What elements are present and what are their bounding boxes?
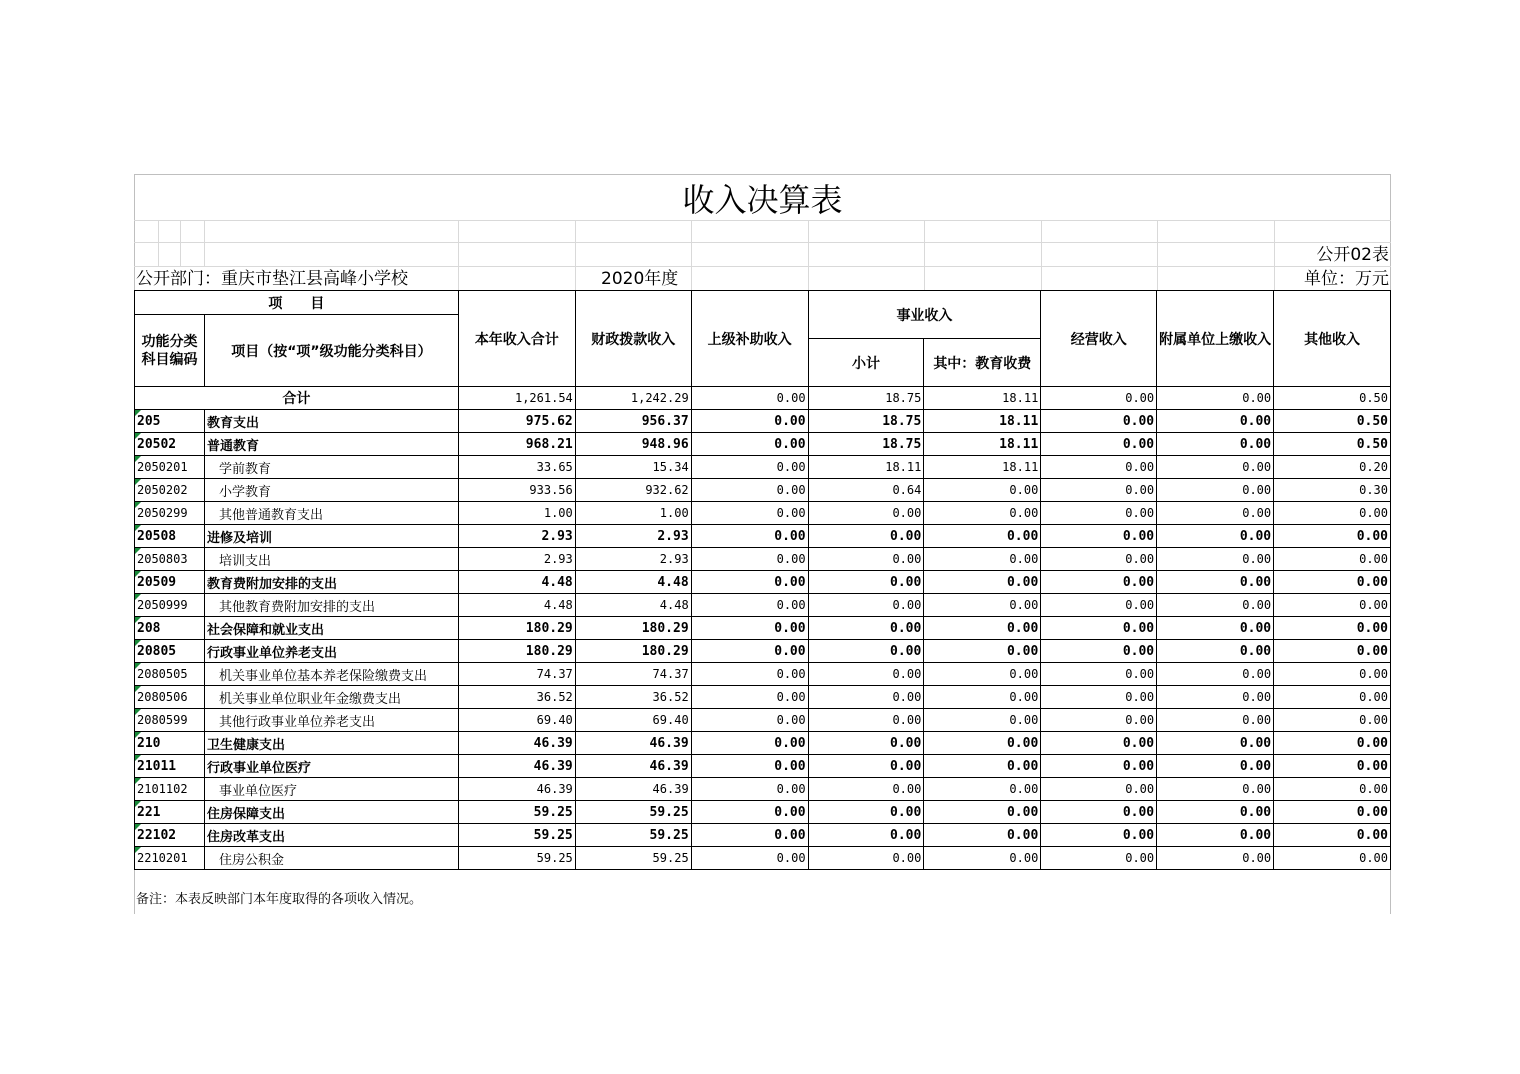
row-code: 20502 <box>135 433 205 456</box>
table-row <box>135 594 1391 617</box>
row-value: 0.00 <box>924 778 1041 801</box>
row-name: 卫生健康支出 <box>204 732 458 755</box>
row-code: 2210201 <box>135 847 205 870</box>
row-value: 0.00 <box>691 640 808 663</box>
row-value: 18.75 <box>808 433 924 456</box>
table-row <box>135 640 1391 663</box>
row-value: 0.00 <box>1041 571 1157 594</box>
header-business-group: 事业收入 <box>808 291 1041 339</box>
row-value: 0.00 <box>691 548 808 571</box>
row-value: 0.00 <box>1157 640 1274 663</box>
row-value: 0.00 <box>1274 663 1391 686</box>
table-row <box>135 433 1391 456</box>
table-row <box>135 778 1391 801</box>
row-value: 0.00 <box>1157 801 1274 824</box>
row-value: 0.00 <box>1274 709 1391 732</box>
row-value: 0.00 <box>1157 709 1274 732</box>
row-code: 2050202 <box>135 479 205 502</box>
total-cell: 18.75 <box>808 387 924 410</box>
row-value: 0.00 <box>808 801 924 824</box>
row-value: 0.00 <box>924 801 1041 824</box>
row-value: 0.00 <box>1041 479 1157 502</box>
row-value: 0.00 <box>924 709 1041 732</box>
total-cell: 0.00 <box>691 387 808 410</box>
row-value: 933.56 <box>458 479 575 502</box>
row-value: 0.00 <box>808 525 924 548</box>
header-project-group: 项 目 <box>135 291 459 315</box>
row-value: 948.96 <box>575 433 691 456</box>
row-name: 住房公积金 <box>204 847 458 870</box>
row-value: 74.37 <box>575 663 691 686</box>
row-value: 59.25 <box>458 847 575 870</box>
row-value: 0.00 <box>808 686 924 709</box>
row-value: 0.00 <box>691 525 808 548</box>
row-value: 0.00 <box>1274 640 1391 663</box>
row-value: 36.52 <box>458 686 575 709</box>
row-code: 2080599 <box>135 709 205 732</box>
total-cell: 1,242.29 <box>575 387 691 410</box>
row-value: 180.29 <box>458 640 575 663</box>
row-value: 0.00 <box>1274 686 1391 709</box>
row-value: 1.00 <box>575 502 691 525</box>
row-value: 59.25 <box>575 801 691 824</box>
row-code: 20509 <box>135 571 205 594</box>
row-value: 0.00 <box>1157 847 1274 870</box>
table-row <box>135 548 1391 571</box>
row-value: 46.39 <box>575 778 691 801</box>
row-value: 0.00 <box>1157 594 1274 617</box>
row-name: 机关事业单位职业年金缴费支出 <box>204 686 458 709</box>
row-value: 0.00 <box>691 410 808 433</box>
row-value: 18.11 <box>808 456 924 479</box>
row-name: 住房保障支出 <box>204 801 458 824</box>
row-value: 0.00 <box>1157 732 1274 755</box>
header-education-fee: 其中：教育收费 <box>924 339 1041 387</box>
table-row <box>135 686 1391 709</box>
row-value: 0.64 <box>808 479 924 502</box>
row-value: 46.39 <box>575 732 691 755</box>
row-code: 22102 <box>135 824 205 847</box>
row-value: 0.00 <box>691 801 808 824</box>
row-value: 0.00 <box>691 502 808 525</box>
row-value: 0.00 <box>1157 755 1274 778</box>
total-cell: 18.11 <box>924 387 1041 410</box>
row-name: 学前教育 <box>204 456 458 479</box>
row-value: 0.00 <box>1041 617 1157 640</box>
row-value: 0.00 <box>924 502 1041 525</box>
row-value: 0.00 <box>1274 755 1391 778</box>
row-value: 0.00 <box>1157 433 1274 456</box>
row-value: 0.00 <box>924 824 1041 847</box>
table-row <box>135 755 1391 778</box>
row-value: 0.00 <box>1041 594 1157 617</box>
row-value: 0.50 <box>1274 410 1391 433</box>
row-value: 0.00 <box>1274 548 1391 571</box>
table-row <box>135 847 1391 870</box>
row-value: 0.00 <box>1041 824 1157 847</box>
row-value: 0.00 <box>691 571 808 594</box>
row-value: 0.00 <box>1157 663 1274 686</box>
row-value: 0.00 <box>1041 663 1157 686</box>
row-value: 4.48 <box>458 571 575 594</box>
row-value: 0.00 <box>924 479 1041 502</box>
spreadsheet-sheet <box>134 174 1391 914</box>
row-value: 0.00 <box>1157 479 1274 502</box>
row-value: 0.00 <box>1274 525 1391 548</box>
row-name: 事业单位医疗 <box>204 778 458 801</box>
row-value: 0.00 <box>691 479 808 502</box>
header-total: 本年收入合计 <box>458 291 575 387</box>
row-code: 205 <box>135 410 205 433</box>
page-title: 收入决算表 <box>682 181 843 219</box>
row-value: 0.00 <box>691 686 808 709</box>
row-name: 教育费附加安排的支出 <box>204 571 458 594</box>
row-value: 180.29 <box>575 640 691 663</box>
department-label: 公开部门：重庆市垫江县高峰小学校 <box>136 269 408 289</box>
row-name: 其他行政事业单位养老支出 <box>204 709 458 732</box>
row-value: 968.21 <box>458 433 575 456</box>
header-name: 项目（按“项”级功能分类科目） <box>204 315 458 387</box>
row-value: 0.00 <box>691 456 808 479</box>
row-value: 2.93 <box>575 548 691 571</box>
row-value: 0.00 <box>808 548 924 571</box>
row-value: 0.00 <box>1274 824 1391 847</box>
row-value: 0.00 <box>1274 594 1391 617</box>
row-value: 0.00 <box>924 617 1041 640</box>
row-value: 0.00 <box>808 617 924 640</box>
table-number: 公开02表 <box>1316 245 1389 265</box>
row-value: 0.00 <box>1041 433 1157 456</box>
header-other: 其他收入 <box>1274 291 1391 387</box>
row-value: 180.29 <box>458 617 575 640</box>
row-value: 15.34 <box>575 456 691 479</box>
table-row <box>135 502 1391 525</box>
row-code: 2050803 <box>135 548 205 571</box>
row-value: 0.30 <box>1274 479 1391 502</box>
row-value: 2.93 <box>575 525 691 548</box>
row-name: 社会保障和就业支出 <box>204 617 458 640</box>
row-value: 0.00 <box>1274 801 1391 824</box>
row-value: 59.25 <box>458 801 575 824</box>
row-value: 932.62 <box>575 479 691 502</box>
row-value: 0.00 <box>924 525 1041 548</box>
row-value: 4.48 <box>575 571 691 594</box>
row-name: 培训支出 <box>204 548 458 571</box>
row-value: 0.50 <box>1274 433 1391 456</box>
row-value: 4.48 <box>458 594 575 617</box>
row-value: 0.00 <box>1274 617 1391 640</box>
table-row <box>135 410 1391 433</box>
row-value: 46.39 <box>458 778 575 801</box>
row-code: 2080505 <box>135 663 205 686</box>
footnote: 备注：本表反映部门本年度取得的各项收入情况。 <box>136 892 423 907</box>
row-value: 74.37 <box>458 663 575 686</box>
row-value: 0.00 <box>691 824 808 847</box>
row-value: 0.00 <box>808 594 924 617</box>
row-value: 4.48 <box>575 594 691 617</box>
header-subtotal: 小计 <box>808 339 924 387</box>
row-value: 0.00 <box>1157 548 1274 571</box>
row-value: 0.00 <box>808 732 924 755</box>
row-code: 221 <box>135 801 205 824</box>
row-value: 0.00 <box>691 617 808 640</box>
row-value: 0.00 <box>924 686 1041 709</box>
row-value: 0.00 <box>924 663 1041 686</box>
row-value: 0.00 <box>808 755 924 778</box>
row-value: 36.52 <box>575 686 691 709</box>
row-value: 0.00 <box>1041 686 1157 709</box>
row-name: 其他教育费附加安排的支出 <box>204 594 458 617</box>
row-value: 0.00 <box>808 640 924 663</box>
row-code: 2101102 <box>135 778 205 801</box>
row-value: 0.00 <box>691 732 808 755</box>
row-name: 其他普通教育支出 <box>204 502 458 525</box>
table-row <box>135 479 1391 502</box>
row-code: 20508 <box>135 525 205 548</box>
table-row <box>135 663 1391 686</box>
row-code: 21011 <box>135 755 205 778</box>
row-value: 0.00 <box>1157 502 1274 525</box>
row-value: 0.00 <box>1041 847 1157 870</box>
row-name: 进修及培训 <box>204 525 458 548</box>
row-value: 2.93 <box>458 525 575 548</box>
table-row <box>135 732 1391 755</box>
table-row <box>135 617 1391 640</box>
row-value: 0.00 <box>1157 525 1274 548</box>
row-value: 0.00 <box>924 640 1041 663</box>
row-value: 0.00 <box>924 571 1041 594</box>
row-value: 0.00 <box>1157 410 1274 433</box>
row-value: 0.00 <box>691 594 808 617</box>
row-value: 0.00 <box>808 571 924 594</box>
row-value: 0.00 <box>691 433 808 456</box>
row-value: 0.00 <box>691 755 808 778</box>
row-value: 0.00 <box>1041 410 1157 433</box>
row-value: 0.00 <box>808 778 924 801</box>
row-value: 0.00 <box>1157 824 1274 847</box>
row-value: 0.00 <box>1157 778 1274 801</box>
row-value: 0.00 <box>1157 456 1274 479</box>
header-operating: 经营收入 <box>1041 291 1157 387</box>
row-value: 0.00 <box>1274 847 1391 870</box>
row-value: 0.20 <box>1274 456 1391 479</box>
row-name: 普通教育 <box>204 433 458 456</box>
row-value: 0.00 <box>1041 548 1157 571</box>
row-code: 2080506 <box>135 686 205 709</box>
row-value: 0.00 <box>808 847 924 870</box>
row-name: 行政事业单位医疗 <box>204 755 458 778</box>
fiscal-year: 2020年度 <box>601 269 679 289</box>
row-code: 2050201 <box>135 456 205 479</box>
row-value: 0.00 <box>1041 709 1157 732</box>
row-value: 0.00 <box>808 709 924 732</box>
row-value: 0.00 <box>924 732 1041 755</box>
row-value: 0.00 <box>1041 502 1157 525</box>
row-value: 33.65 <box>458 456 575 479</box>
row-value: 0.00 <box>1274 778 1391 801</box>
table-row <box>135 456 1391 479</box>
row-value: 0.00 <box>1157 571 1274 594</box>
row-value: 18.11 <box>924 433 1041 456</box>
row-value: 0.00 <box>1041 456 1157 479</box>
row-code: 208 <box>135 617 205 640</box>
row-value: 69.40 <box>458 709 575 732</box>
row-value: 0.00 <box>924 755 1041 778</box>
total-cell: 0.50 <box>1274 387 1391 410</box>
row-value: 0.00 <box>924 847 1041 870</box>
row-name: 教育支出 <box>204 410 458 433</box>
row-value: 46.39 <box>458 755 575 778</box>
row-value: 59.25 <box>458 824 575 847</box>
row-value: 18.75 <box>808 410 924 433</box>
total-label: 合计 <box>135 387 459 410</box>
row-value: 0.00 <box>691 847 808 870</box>
row-value: 0.00 <box>1041 778 1157 801</box>
row-code: 20805 <box>135 640 205 663</box>
row-value: 59.25 <box>575 847 691 870</box>
row-value: 0.00 <box>1041 732 1157 755</box>
row-value: 0.00 <box>924 594 1041 617</box>
row-value: 0.00 <box>691 709 808 732</box>
table-row <box>135 571 1391 594</box>
row-value: 956.37 <box>575 410 691 433</box>
header-fiscal: 财政拨款收入 <box>575 291 691 387</box>
row-name: 小学教育 <box>204 479 458 502</box>
total-cell: 0.00 <box>1157 387 1274 410</box>
row-value: 975.62 <box>458 410 575 433</box>
row-value: 2.93 <box>458 548 575 571</box>
row-value: 180.29 <box>575 617 691 640</box>
row-value: 0.00 <box>924 548 1041 571</box>
row-value: 1.00 <box>458 502 575 525</box>
row-value: 0.00 <box>691 778 808 801</box>
row-code: 2050299 <box>135 502 205 525</box>
row-value: 0.00 <box>1041 755 1157 778</box>
total-cell: 0.00 <box>1041 387 1157 410</box>
table-row <box>135 525 1391 548</box>
row-value: 46.39 <box>458 732 575 755</box>
header-affiliated: 附属单位上缴收入 <box>1157 291 1274 387</box>
row-value: 0.00 <box>1274 732 1391 755</box>
row-value: 0.00 <box>1041 640 1157 663</box>
row-value: 0.00 <box>1274 502 1391 525</box>
row-value: 18.11 <box>924 410 1041 433</box>
row-value: 0.00 <box>1157 617 1274 640</box>
header-superior: 上级补助收入 <box>691 291 808 387</box>
row-value: 0.00 <box>691 663 808 686</box>
total-cell: 1,261.54 <box>458 387 575 410</box>
total-row <box>135 387 1391 410</box>
row-code: 2050999 <box>135 594 205 617</box>
row-value: 59.25 <box>575 824 691 847</box>
table-row <box>135 801 1391 824</box>
row-value: 0.00 <box>808 824 924 847</box>
row-value: 0.00 <box>1157 686 1274 709</box>
unit-label: 单位：万元 <box>1304 269 1389 289</box>
table-row <box>135 824 1391 847</box>
income-table <box>134 290 1391 870</box>
row-value: 0.00 <box>1274 571 1391 594</box>
table-row <box>135 709 1391 732</box>
row-name: 住房改革支出 <box>204 824 458 847</box>
row-name: 行政事业单位养老支出 <box>204 640 458 663</box>
row-name: 机关事业单位基本养老保险缴费支出 <box>204 663 458 686</box>
row-value: 0.00 <box>1041 525 1157 548</box>
row-value: 69.40 <box>575 709 691 732</box>
row-value: 46.39 <box>575 755 691 778</box>
row-code: 210 <box>135 732 205 755</box>
row-value: 0.00 <box>808 663 924 686</box>
row-value: 18.11 <box>924 456 1041 479</box>
row-value: 0.00 <box>1041 801 1157 824</box>
row-value: 0.00 <box>808 502 924 525</box>
header-code: 功能分类科目编码 <box>135 315 205 387</box>
